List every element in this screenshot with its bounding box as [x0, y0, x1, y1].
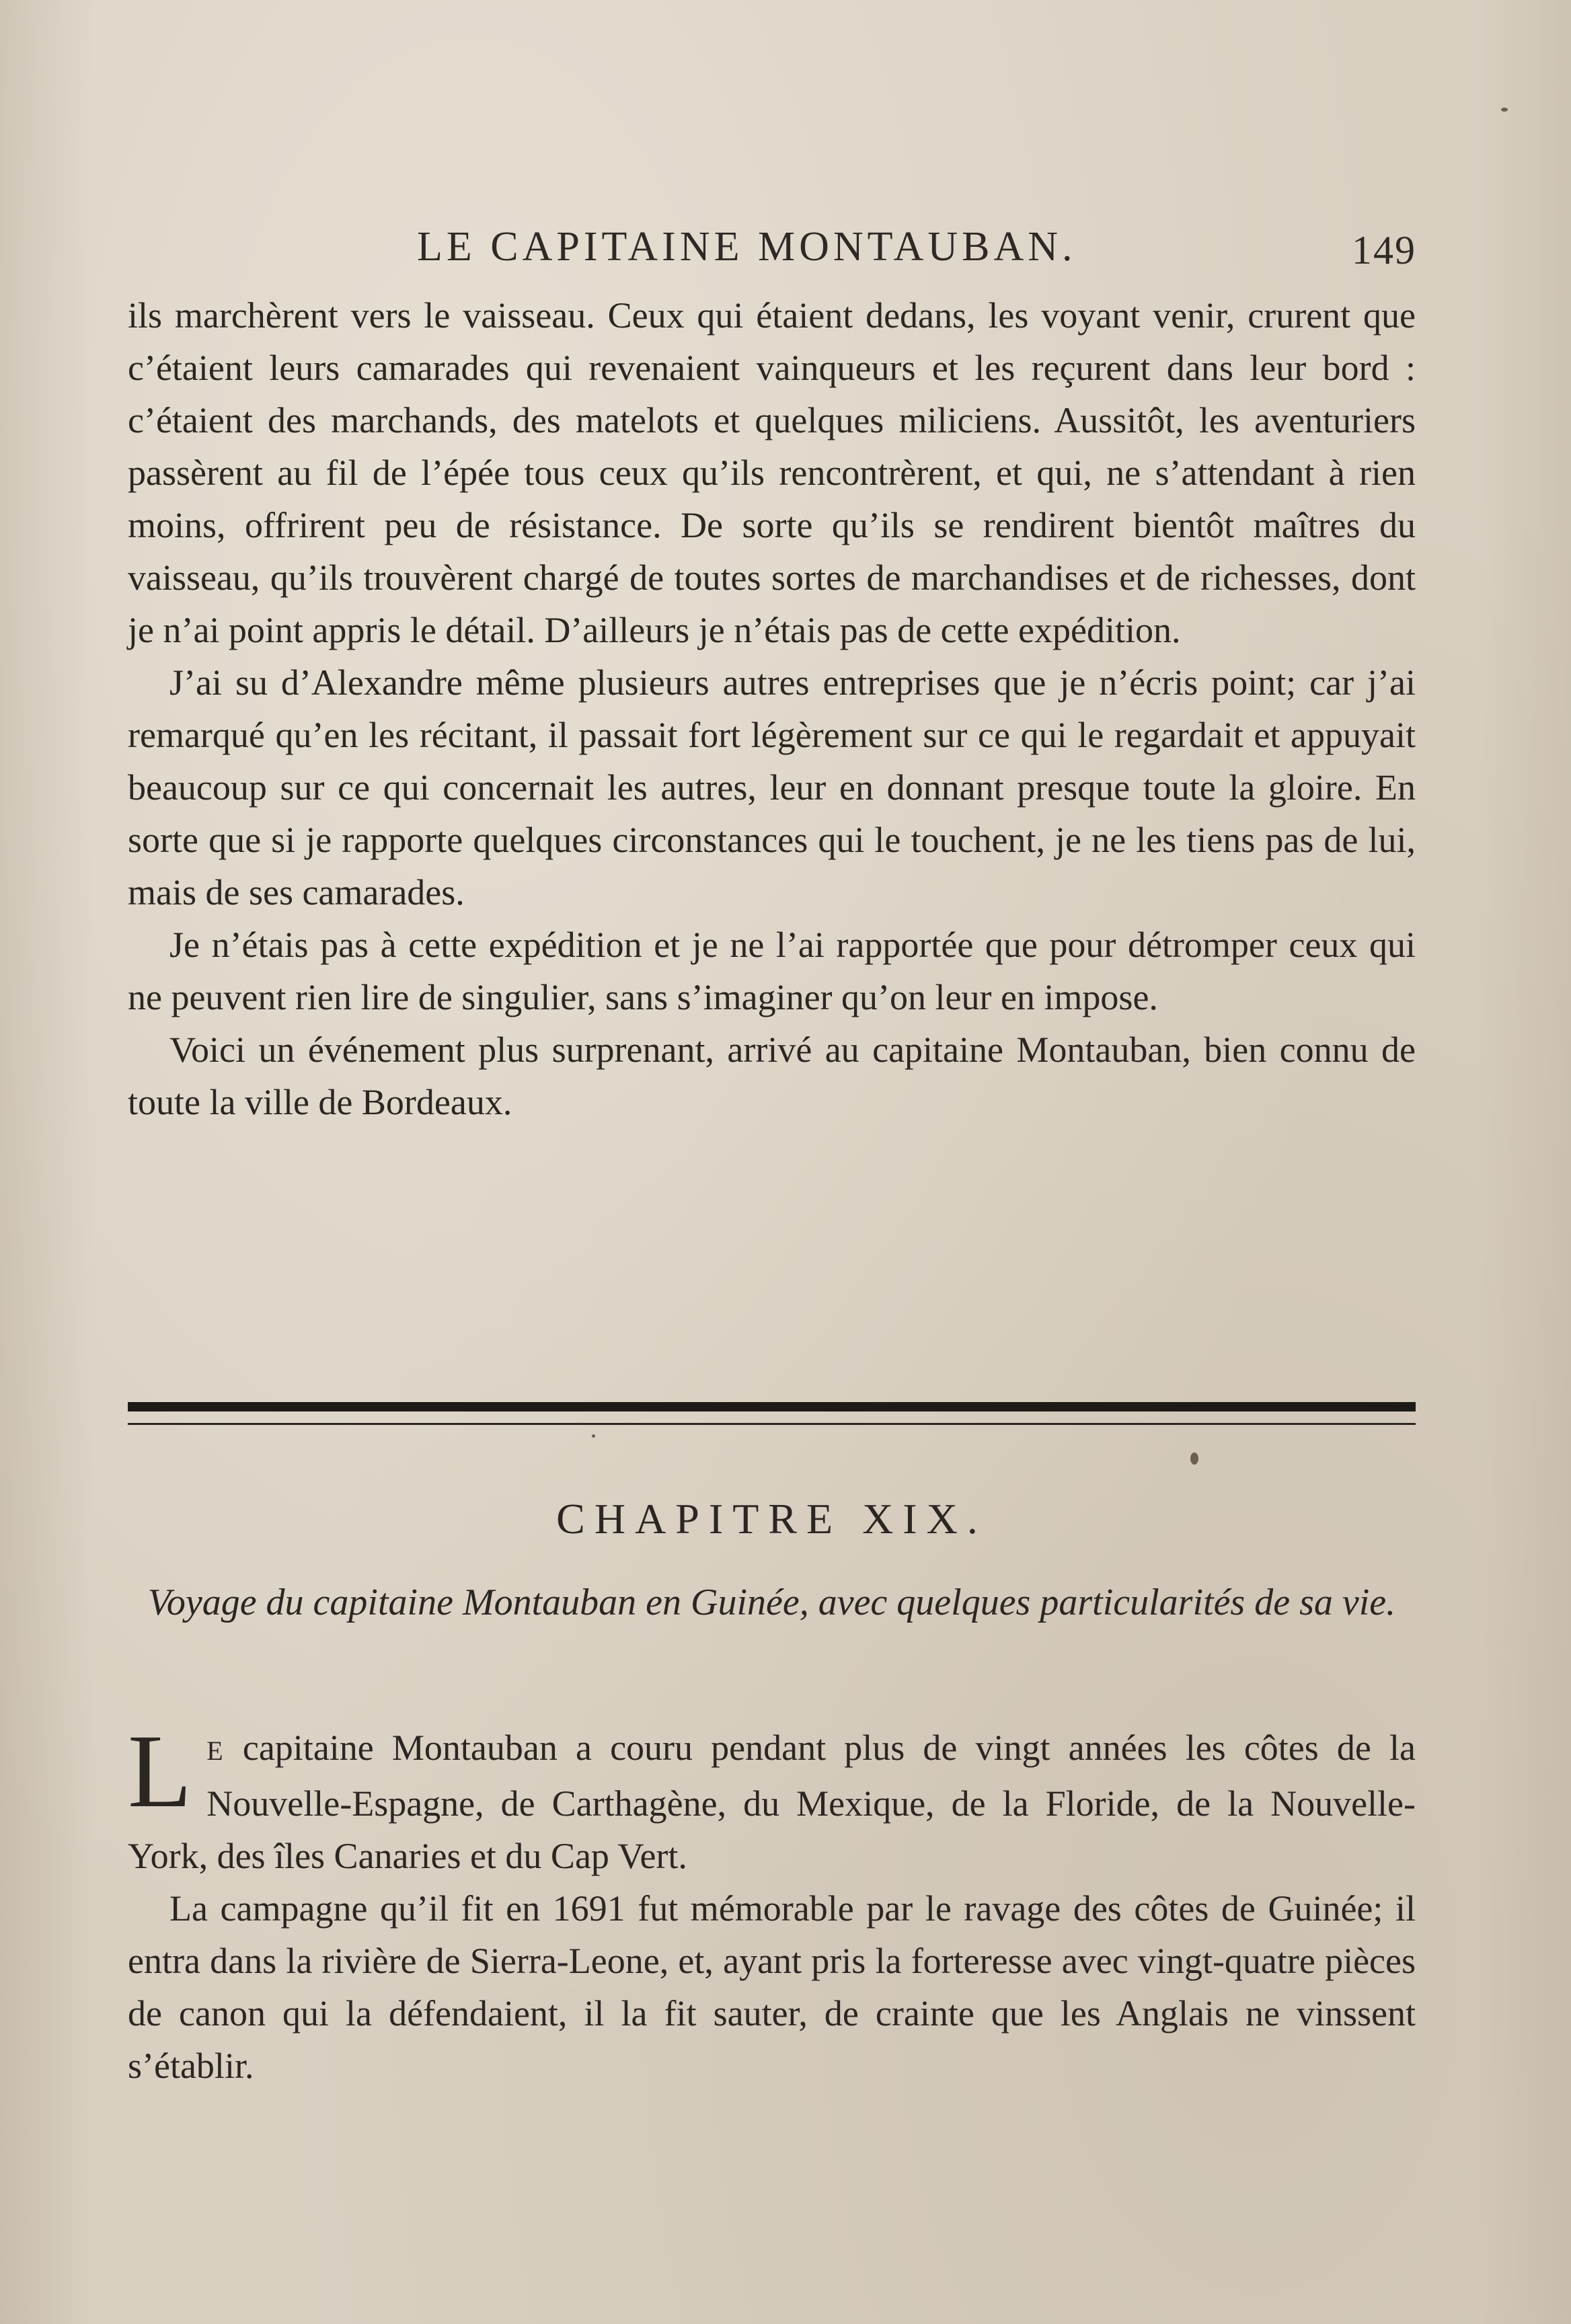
chapter-divider-thick: [128, 1402, 1416, 1411]
opening-paragraph-text: capitaine Montauban a couru pendant plus de vingt années les côtes de la Nouvelle-Espagne, de Carthagène, du Mexique, de la Floride, de la Nouvelle-York, des îles Canaries et du Cap Vert.: [128, 1728, 1416, 1876]
chapter-subtitle: Voyage du capitaine Montauban en Guinée, avec quelques particularités de sa vie.: [147, 1582, 1396, 1623]
paper-speck: [1190, 1452, 1198, 1465]
paragraph-campaign: La campagne qu’il fit en 1691 fut mémorable par le ravage des côtes de Guinée; il entra dans la rivière de Sierra-Leone, et, ayant pris la forteresse avec vingt-quatre pièces de canon qui la défendaient, il la fit sauter, de crainte que les Anglais ne vinssent s’établir.: [128, 1888, 1416, 2086]
section-two-text: [128, 1713, 1416, 2092]
paragraph-2: J’ai su d’Alexandre même plusieurs autres entreprises que je n’écris point; car j’ai remarqué qu’en les récitant, il passait fort légèrement sur ce qui le regardait et appuyait beaucoup sur ce qui concernait les autres, leur en donnant presque toute la gloire. En sorte que si je rapporte quelques circonstances qui le touchent, je ne les tiens pas de lui, mais de ses camarades.: [128, 662, 1416, 913]
running-head: LE CAPITAINE MONTAUBAN.: [417, 224, 1077, 270]
paragraph-3: Je n’étais pas à cette expédition et je ne l’ai rapportée que pour détromper ceux qui ne peuvent rien lire de singulier, sans s’imaginer qu’on leur en impose.: [128, 925, 1416, 1017]
chapter-opening-paragraph: [128, 1713, 1416, 1882]
page-number: 149: [1352, 228, 1416, 272]
chapter-title: CHAPITRE XIX.: [556, 1495, 987, 1543]
drop-cap: L: [128, 1713, 192, 1829]
small-cap: E: [206, 1736, 225, 1766]
chapter-divider-thin: [128, 1423, 1416, 1425]
paragraph-1: ils marchèrent vers le vaisseau. Ceux qui étaient dedans, les voyant venir, crurent que c’étaient leurs camarades qui revenaient vainqueurs et les reçurent dans leur bord : c’étaient des marchands, des matelots et quelques miliciens. Aussitôt, les aventuriers passèrent au fil de l’épée tous ceux qu’ils rencontrèrent, et qui, ne s’attendant à rien moins, offrirent peu de résistance. De sorte qu’ils se rendirent bientôt maîtres du vaisseau, qu’ils trouvèrent chargé de toutes sortes de marchandises et de richesses, dont je n’ai point appris le détail. D’ailleurs je n’étais pas de cette expédition.: [128, 295, 1416, 650]
section-one-text: [128, 289, 1416, 1128]
paper-speck: [592, 1434, 595, 1438]
paragraph-4: Voici un événement plus surprenant, arrivé au capitaine Montauban, bien connu de toute la ville de Bordeaux.: [128, 1030, 1416, 1122]
paper-speck: [1501, 108, 1508, 112]
